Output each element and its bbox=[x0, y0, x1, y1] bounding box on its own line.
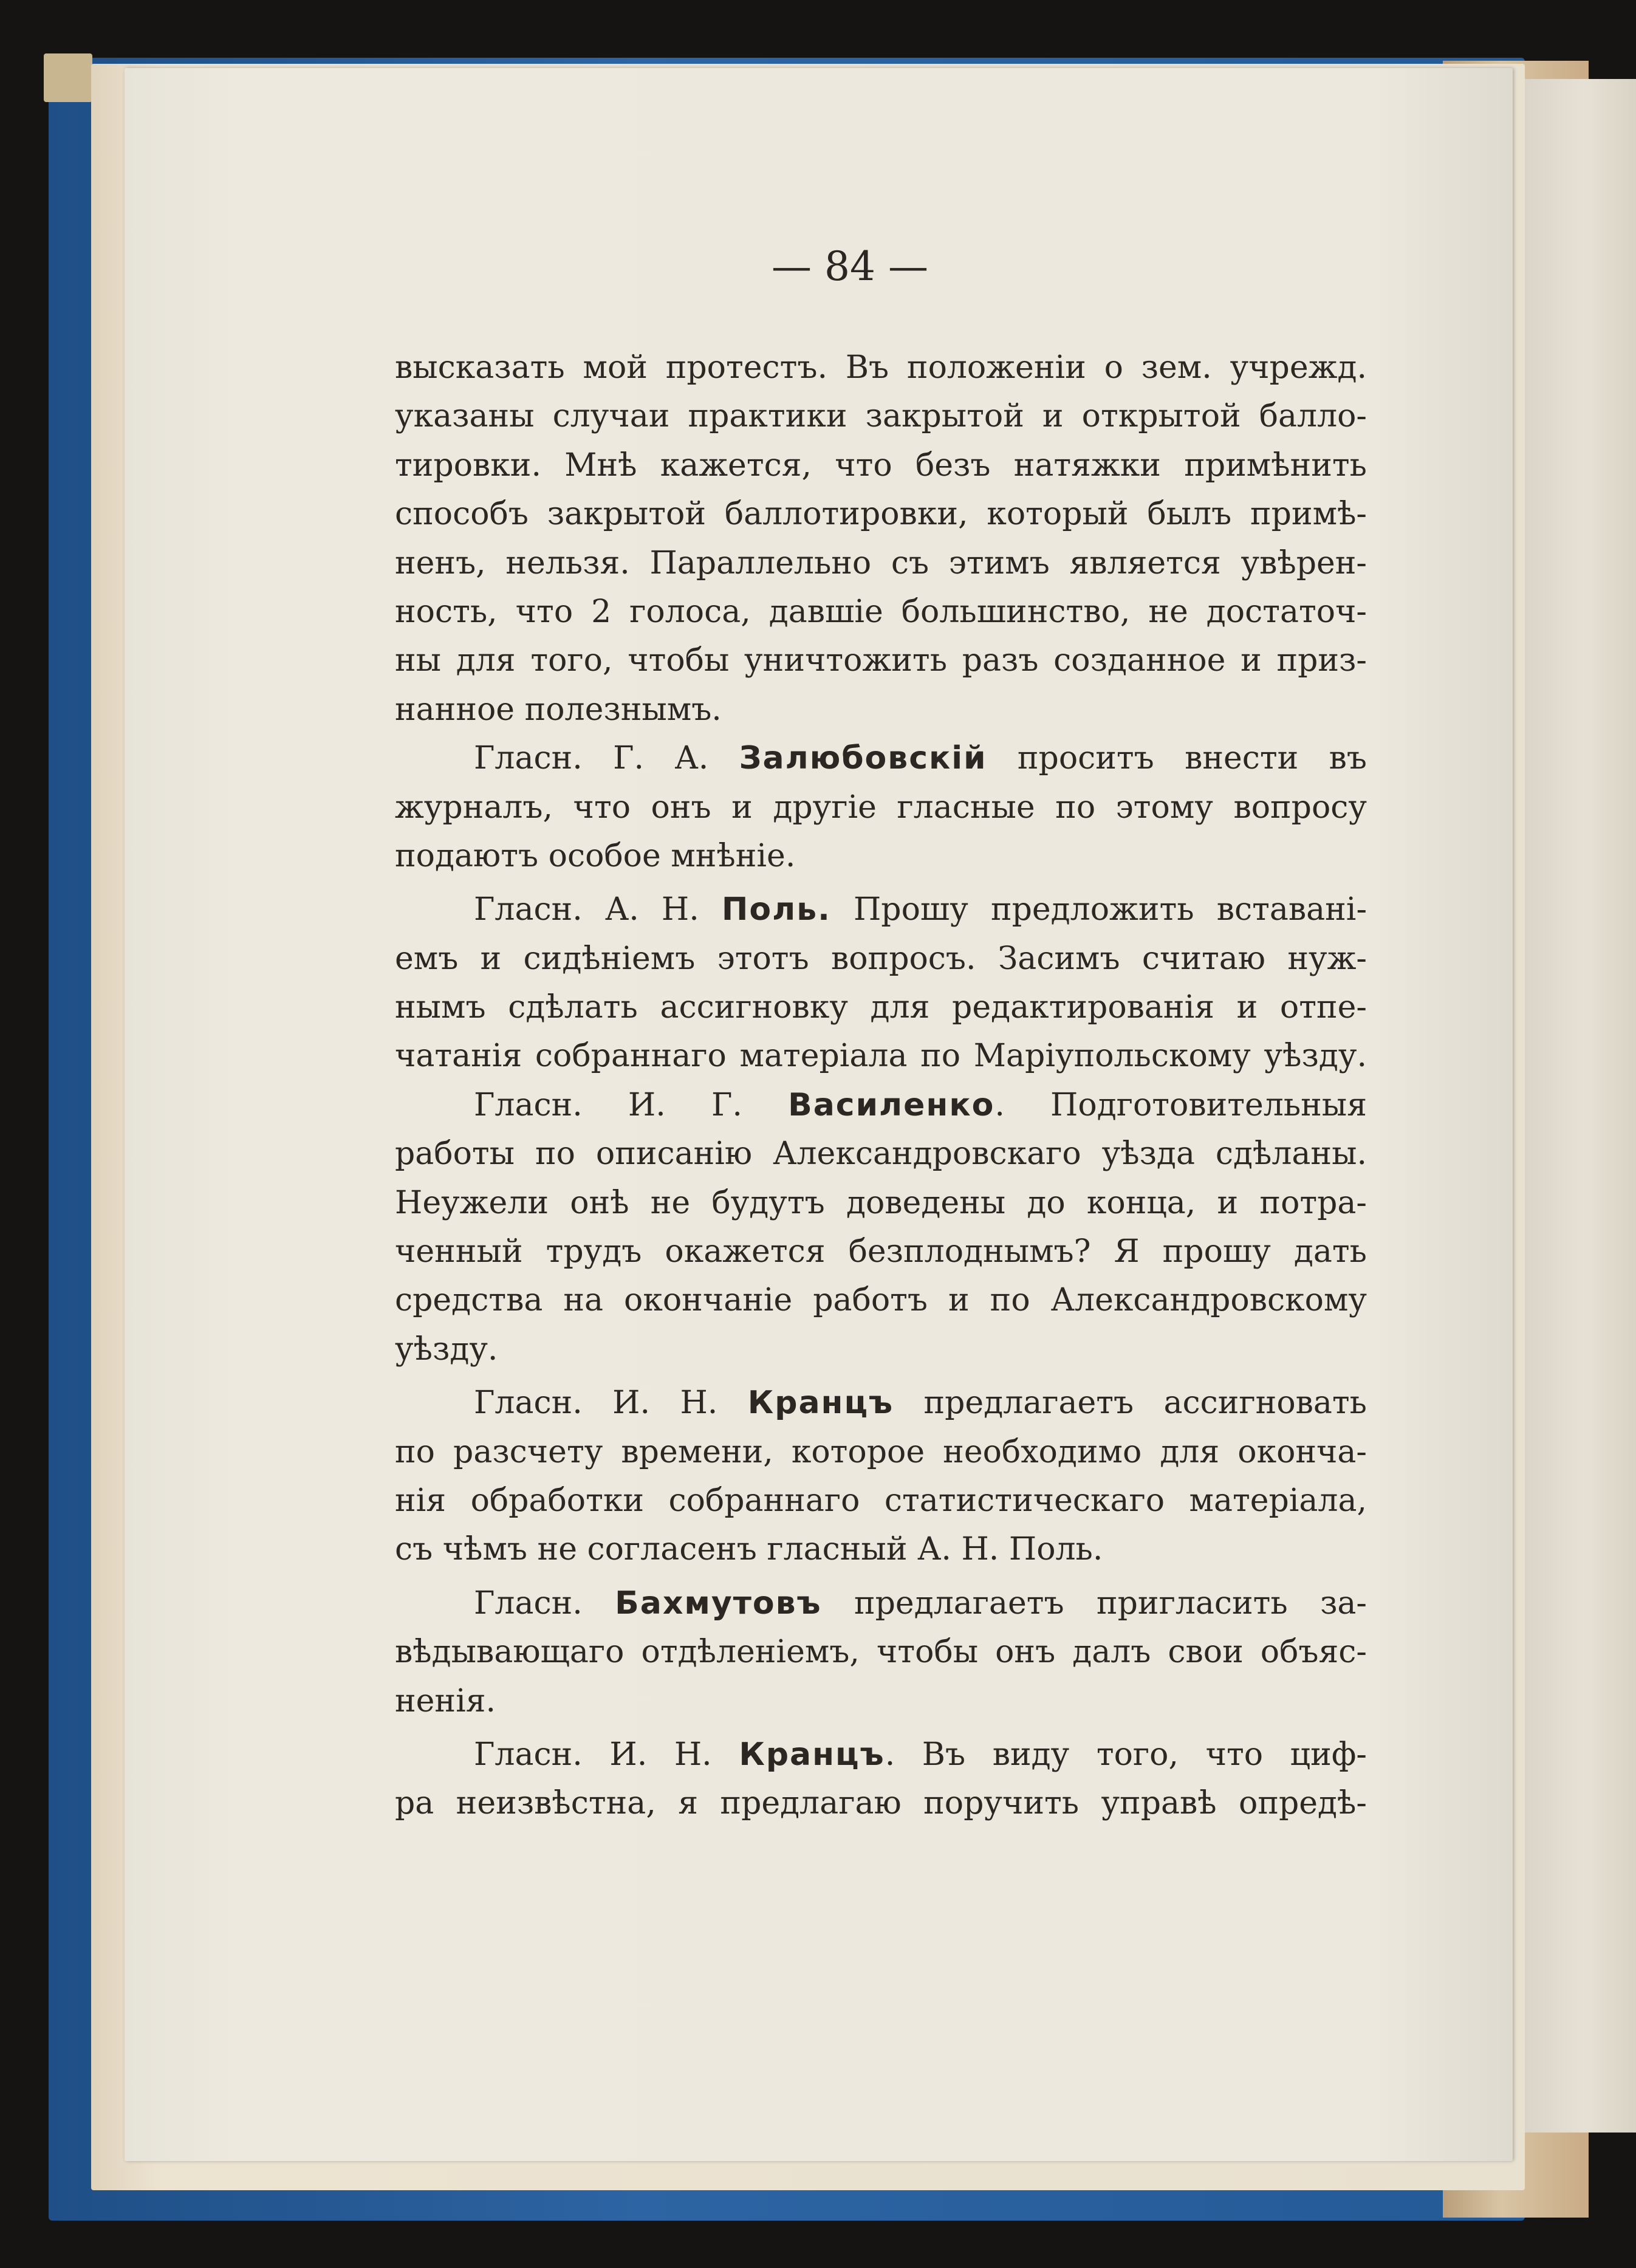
text-line bbox=[395, 1276, 1367, 1324]
speaker-name: Поль. bbox=[721, 891, 831, 928]
text-line bbox=[395, 1129, 1367, 1178]
text-span: ность, что 2 голоса, давшіе большинство, не достаточ- bbox=[395, 593, 1367, 630]
text-span: ра неизвѣстна, я предлагаю поручить управѣ опредѣ- bbox=[395, 1785, 1367, 1822]
page-body-text bbox=[395, 343, 1367, 1828]
text-span: . Въ виду того, что циф- bbox=[885, 1736, 1367, 1773]
page-number: — 84 — bbox=[772, 243, 928, 290]
text-line bbox=[395, 636, 1367, 685]
speaker-name: Василенко bbox=[788, 1086, 995, 1123]
speaker-name: Кранцъ bbox=[747, 1385, 894, 1422]
text-span: журналъ, что онъ и другіе гласные по этому вопросу bbox=[395, 789, 1367, 826]
text-line bbox=[395, 734, 1367, 783]
speaker-name: Залюбовскій bbox=[739, 740, 987, 777]
text-span: чатанія собраннаго матеріала по Маріупольскому уѣзду. bbox=[395, 1038, 1367, 1075]
text-span: предлагаетъ пригласить за- bbox=[821, 1585, 1367, 1622]
text-span: по разсчету времени, которое необходимо для оконча- bbox=[395, 1433, 1367, 1470]
text-span: Гласн. А. Н. bbox=[474, 891, 722, 928]
speaker-name: Бахмутовъ bbox=[615, 1585, 822, 1622]
text-line bbox=[395, 1428, 1367, 1476]
text-line bbox=[395, 1179, 1367, 1227]
text-span: ненія. bbox=[395, 1682, 496, 1719]
text-span: нанное полезнымъ. bbox=[395, 691, 722, 728]
text-line bbox=[395, 1779, 1367, 1828]
text-span: средства на окончаніе работъ и по Александровскому bbox=[395, 1282, 1367, 1319]
text-span: Гласн. И. Н. bbox=[474, 1736, 739, 1773]
text-span: Неужели онѣ не будутъ доведены до конца, и потра- bbox=[395, 1184, 1367, 1221]
text-span: Прошу предложить вставані- bbox=[830, 891, 1367, 928]
text-span: . Подготовительныя bbox=[994, 1086, 1367, 1123]
text-line bbox=[395, 1032, 1367, 1080]
text-line bbox=[395, 539, 1367, 588]
text-line bbox=[395, 885, 1367, 934]
text-line bbox=[395, 983, 1367, 1032]
text-line bbox=[395, 783, 1367, 832]
text-span: нымъ сдѣлать ассигновку для редактированія и отпе- bbox=[395, 989, 1367, 1026]
text-line bbox=[395, 392, 1367, 440]
text-line bbox=[395, 1325, 1367, 1374]
adjacent-page bbox=[1507, 79, 1636, 2133]
text-line bbox=[395, 1525, 1367, 1574]
text-span: емъ и сидѣніемъ этотъ вопросъ. Засимъ считаю нуж- bbox=[395, 940, 1367, 977]
text-span: вѣдывающаго отдѣленіемъ, чтобы онъ далъ свои объяс- bbox=[395, 1634, 1367, 1671]
text-line bbox=[395, 1730, 1367, 1779]
text-span: проситъ внести въ bbox=[987, 740, 1367, 777]
text-line bbox=[395, 588, 1367, 636]
text-line bbox=[395, 490, 1367, 538]
text-span: высказать мой протестъ. Въ положеніи о зем. учрежд. bbox=[395, 349, 1367, 386]
text-line bbox=[395, 832, 1367, 880]
text-span: съ чѣмъ не согласенъ гласный А. Н. Поль. bbox=[395, 1531, 1103, 1568]
text-span: ны для того, чтобы уничтожить разъ созданное и приз- bbox=[395, 642, 1367, 679]
text-line bbox=[395, 441, 1367, 490]
text-span: ченный трудъ окажется безплоднымъ? Я прошу дать bbox=[395, 1233, 1367, 1270]
text-span: указаны случаи практики закрытой и открытой балло- bbox=[395, 398, 1367, 435]
text-line bbox=[395, 1628, 1367, 1676]
text-line bbox=[395, 1379, 1367, 1427]
text-span: Гласн. bbox=[474, 1585, 615, 1622]
text-line bbox=[395, 1579, 1367, 1628]
speaker-name: Кранцъ bbox=[739, 1736, 885, 1773]
cover-corner-tab bbox=[44, 53, 92, 102]
text-span: Гласн. И. Г. bbox=[474, 1086, 789, 1123]
text-line bbox=[395, 934, 1367, 983]
text-line bbox=[395, 1476, 1367, 1525]
text-line bbox=[395, 1677, 1367, 1725]
text-span: Гласн. И. Н. bbox=[474, 1385, 748, 1422]
text-line bbox=[395, 1227, 1367, 1276]
text-line bbox=[395, 343, 1367, 392]
text-line bbox=[395, 1081, 1367, 1129]
text-span: уѣзду. bbox=[395, 1331, 498, 1368]
text-span: Гласн. Г. А. bbox=[474, 740, 739, 777]
text-span: способъ закрытой баллотировки, который былъ примѣ- bbox=[395, 496, 1367, 533]
text-span: подаютъ особое мнѣніе. bbox=[395, 837, 796, 874]
text-span: тировки. Мнѣ кажется, что безъ натяжки примѣнить bbox=[395, 447, 1367, 484]
text-span: нія обработки собраннаго статистическаго матеріала, bbox=[395, 1482, 1367, 1519]
text-span: предлагаетъ ассигновать bbox=[894, 1385, 1367, 1422]
text-span: ненъ, нельзя. Параллельно съ этимъ является увѣрен- bbox=[395, 544, 1367, 581]
text-span: работы по описанію Александровскаго уѣзда сдѣланы. bbox=[395, 1136, 1367, 1173]
text-line bbox=[395, 685, 1367, 734]
